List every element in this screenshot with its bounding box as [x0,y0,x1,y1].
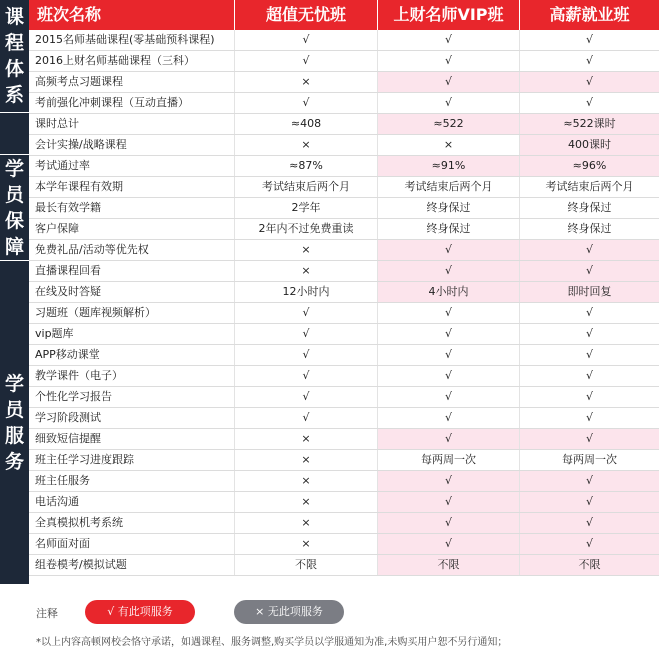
career-class-cell: √ [519,303,659,323]
row-name-cell: 考前强化冲刺课程（互动直播） [35,96,189,109]
row-name-cell: 学习阶段测试 [35,411,101,424]
vip-class-cell: √ [377,429,519,449]
legend-label: 注释 [36,607,58,620]
table-row [29,492,659,513]
vip-class-cell: √ [377,345,519,365]
row-name-cell: 2016上财名师基础课程（三科） [35,54,195,67]
table-row [29,261,659,282]
value-class-cell: 12小时内 [234,282,377,302]
career-class-cell: √ [519,429,659,449]
row-name-cell: 直播课程回看 [35,264,101,277]
career-class-cell: √ [519,471,659,491]
vip-class-cell: √ [377,387,519,407]
career-class-cell: √ [519,240,659,260]
value-class-cell: ≈408 [234,114,377,134]
header-vip-class: 上财名师VIP班 [377,0,519,30]
career-class-cell: √ [519,534,659,554]
row-name-cell: 考试通过率 [35,159,90,172]
table-row [29,345,659,366]
section-label-spacer [0,112,29,154]
header-career-class: 高薪就业班 [519,0,659,30]
vip-class-cell: ≈91% [377,156,519,176]
value-class-cell: 2年内不过免费重读 [234,219,377,239]
career-class-cell: 不限 [519,555,659,575]
value-class-cell: × [234,534,377,554]
table-row [29,219,659,240]
header-class-name: 班次名称 [37,5,102,24]
vip-class-cell: √ [377,324,519,344]
value-class-cell: √ [234,93,377,113]
header-value-class: 超值无忧班 [234,0,377,30]
row-name-cell: 高频考点习题课程 [35,75,123,88]
row-name-cell: 班主任学习进度跟踪 [35,453,134,466]
row-name-cell: 班主任服务 [35,474,90,487]
vip-class-cell: √ [377,408,519,428]
vip-class-cell: √ [377,72,519,92]
row-name-cell: 2015名师基础课程(零基础预科课程) [35,33,215,46]
career-class-cell: √ [519,345,659,365]
row-name-cell: 会计实操/战略课程 [35,138,127,151]
vip-class-cell: √ [377,30,519,50]
table-row [29,93,659,114]
vip-class-cell: √ [377,492,519,512]
legend-has-service: √ 有此项服务 [85,600,195,624]
value-class-cell: 2学年 [234,198,377,218]
value-class-cell: √ [234,345,377,365]
career-class-cell: √ [519,387,659,407]
career-class-cell: √ [519,408,659,428]
row-name-cell: 在线及时答疑 [35,285,101,298]
table-row [29,387,659,408]
table-row [29,429,659,450]
value-class-cell: 不限 [234,555,377,575]
vip-class-cell: √ [377,303,519,323]
row-name-cell: 全真模拟机考系统 [35,516,123,529]
footnote: *以上内容高顿网校会恪守承诺，如遇课程、服务调整,购买学员以学服通知为准,未购买用户恕不另行通知； [36,637,508,648]
value-class-cell: √ [234,324,377,344]
table-header [29,0,659,30]
section-label-student-service: 学 员 服 务 [0,260,29,584]
table-row [29,114,659,135]
table-row [29,324,659,345]
career-class-cell: 即时回复 [519,282,659,302]
vip-class-cell: √ [377,471,519,491]
career-class-cell: 终身保过 [519,198,659,218]
value-class-cell: × [234,240,377,260]
row-name-cell: 课时总计 [35,117,79,130]
vip-class-cell: √ [377,534,519,554]
career-class-cell: ≈522课时 [519,114,659,134]
value-class-cell: √ [234,387,377,407]
value-class-cell: × [234,135,377,155]
table-row [29,177,659,198]
vip-class-cell: √ [377,93,519,113]
career-class-cell: √ [519,93,659,113]
table-row [29,135,659,156]
vip-class-cell: 不限 [377,555,519,575]
row-name-cell: APP移动课堂 [35,348,100,361]
career-class-cell: √ [519,51,659,71]
row-name-cell: 免费礼品/活动等优先权 [35,243,149,256]
career-class-cell: 每两周一次 [519,450,659,470]
vip-class-cell: √ [377,513,519,533]
career-class-cell: ≈96% [519,156,659,176]
value-class-cell: × [234,471,377,491]
value-class-cell: × [234,429,377,449]
section-label-course-system: 课 程 体 系 [0,0,29,112]
vip-class-cell: 终身保过 [377,198,519,218]
table-row [29,513,659,534]
vip-class-cell: √ [377,366,519,386]
legend-no-service: × 无此项服务 [234,600,344,624]
value-class-cell: √ [234,408,377,428]
row-name-cell: 客户保障 [35,222,79,235]
career-class-cell: 400课时 [519,135,659,155]
legend [0,600,659,626]
vip-class-cell: ≈522 [377,114,519,134]
career-class-cell: √ [519,492,659,512]
vip-class-cell: √ [377,240,519,260]
row-name-cell: 组卷模考/模拟试题 [35,558,127,571]
vip-class-cell: 终身保过 [377,219,519,239]
career-class-cell: √ [519,324,659,344]
table-row [29,30,659,51]
value-class-cell: √ [234,30,377,50]
vip-class-cell: √ [377,51,519,71]
value-class-cell: × [234,261,377,281]
table-row [29,240,659,261]
row-name-cell: 习题班（题库视频解析） [35,306,156,319]
value-class-cell: √ [234,303,377,323]
row-name-cell: 教学课件（电子） [35,369,123,382]
table-row [29,198,659,219]
value-class-cell: √ [234,366,377,386]
row-name-cell: 细致短信提醒 [35,432,101,445]
table-row [29,555,659,576]
career-class-cell: √ [519,261,659,281]
section-label-student-guarantee: 学 员 保 障 [0,154,29,260]
table-row [29,282,659,303]
row-name-cell: 本学年课程有效期 [35,180,123,193]
career-class-cell: √ [519,513,659,533]
table-row [29,471,659,492]
value-class-cell: 考试结束后两个月 [234,177,377,197]
table-row [29,366,659,387]
vip-class-cell: √ [377,261,519,281]
value-class-cell: ≈87% [234,156,377,176]
row-name-cell: vip题库 [35,327,74,340]
row-name-cell: 名师面对面 [35,537,90,550]
table-row [29,450,659,471]
career-class-cell: 终身保过 [519,219,659,239]
table-row [29,72,659,93]
table-row [29,51,659,72]
row-name-cell: 电话沟通 [35,495,79,508]
value-class-cell: × [234,492,377,512]
vip-class-cell: × [377,135,519,155]
vip-class-cell: 4小时内 [377,282,519,302]
table-row [29,408,659,429]
value-class-cell: × [234,72,377,92]
value-class-cell: × [234,450,377,470]
career-class-cell: √ [519,72,659,92]
row-name-cell: 个性化学习报告 [35,390,112,403]
vip-class-cell: 每两周一次 [377,450,519,470]
career-class-cell: √ [519,366,659,386]
career-class-cell: 考试结束后两个月 [519,177,659,197]
value-class-cell: √ [234,51,377,71]
table-row [29,156,659,177]
row-name-cell: 最长有效学籍 [35,201,101,214]
table-row [29,303,659,324]
vip-class-cell: 考试结束后两个月 [377,177,519,197]
table-row [29,534,659,555]
career-class-cell: √ [519,30,659,50]
value-class-cell: × [234,513,377,533]
